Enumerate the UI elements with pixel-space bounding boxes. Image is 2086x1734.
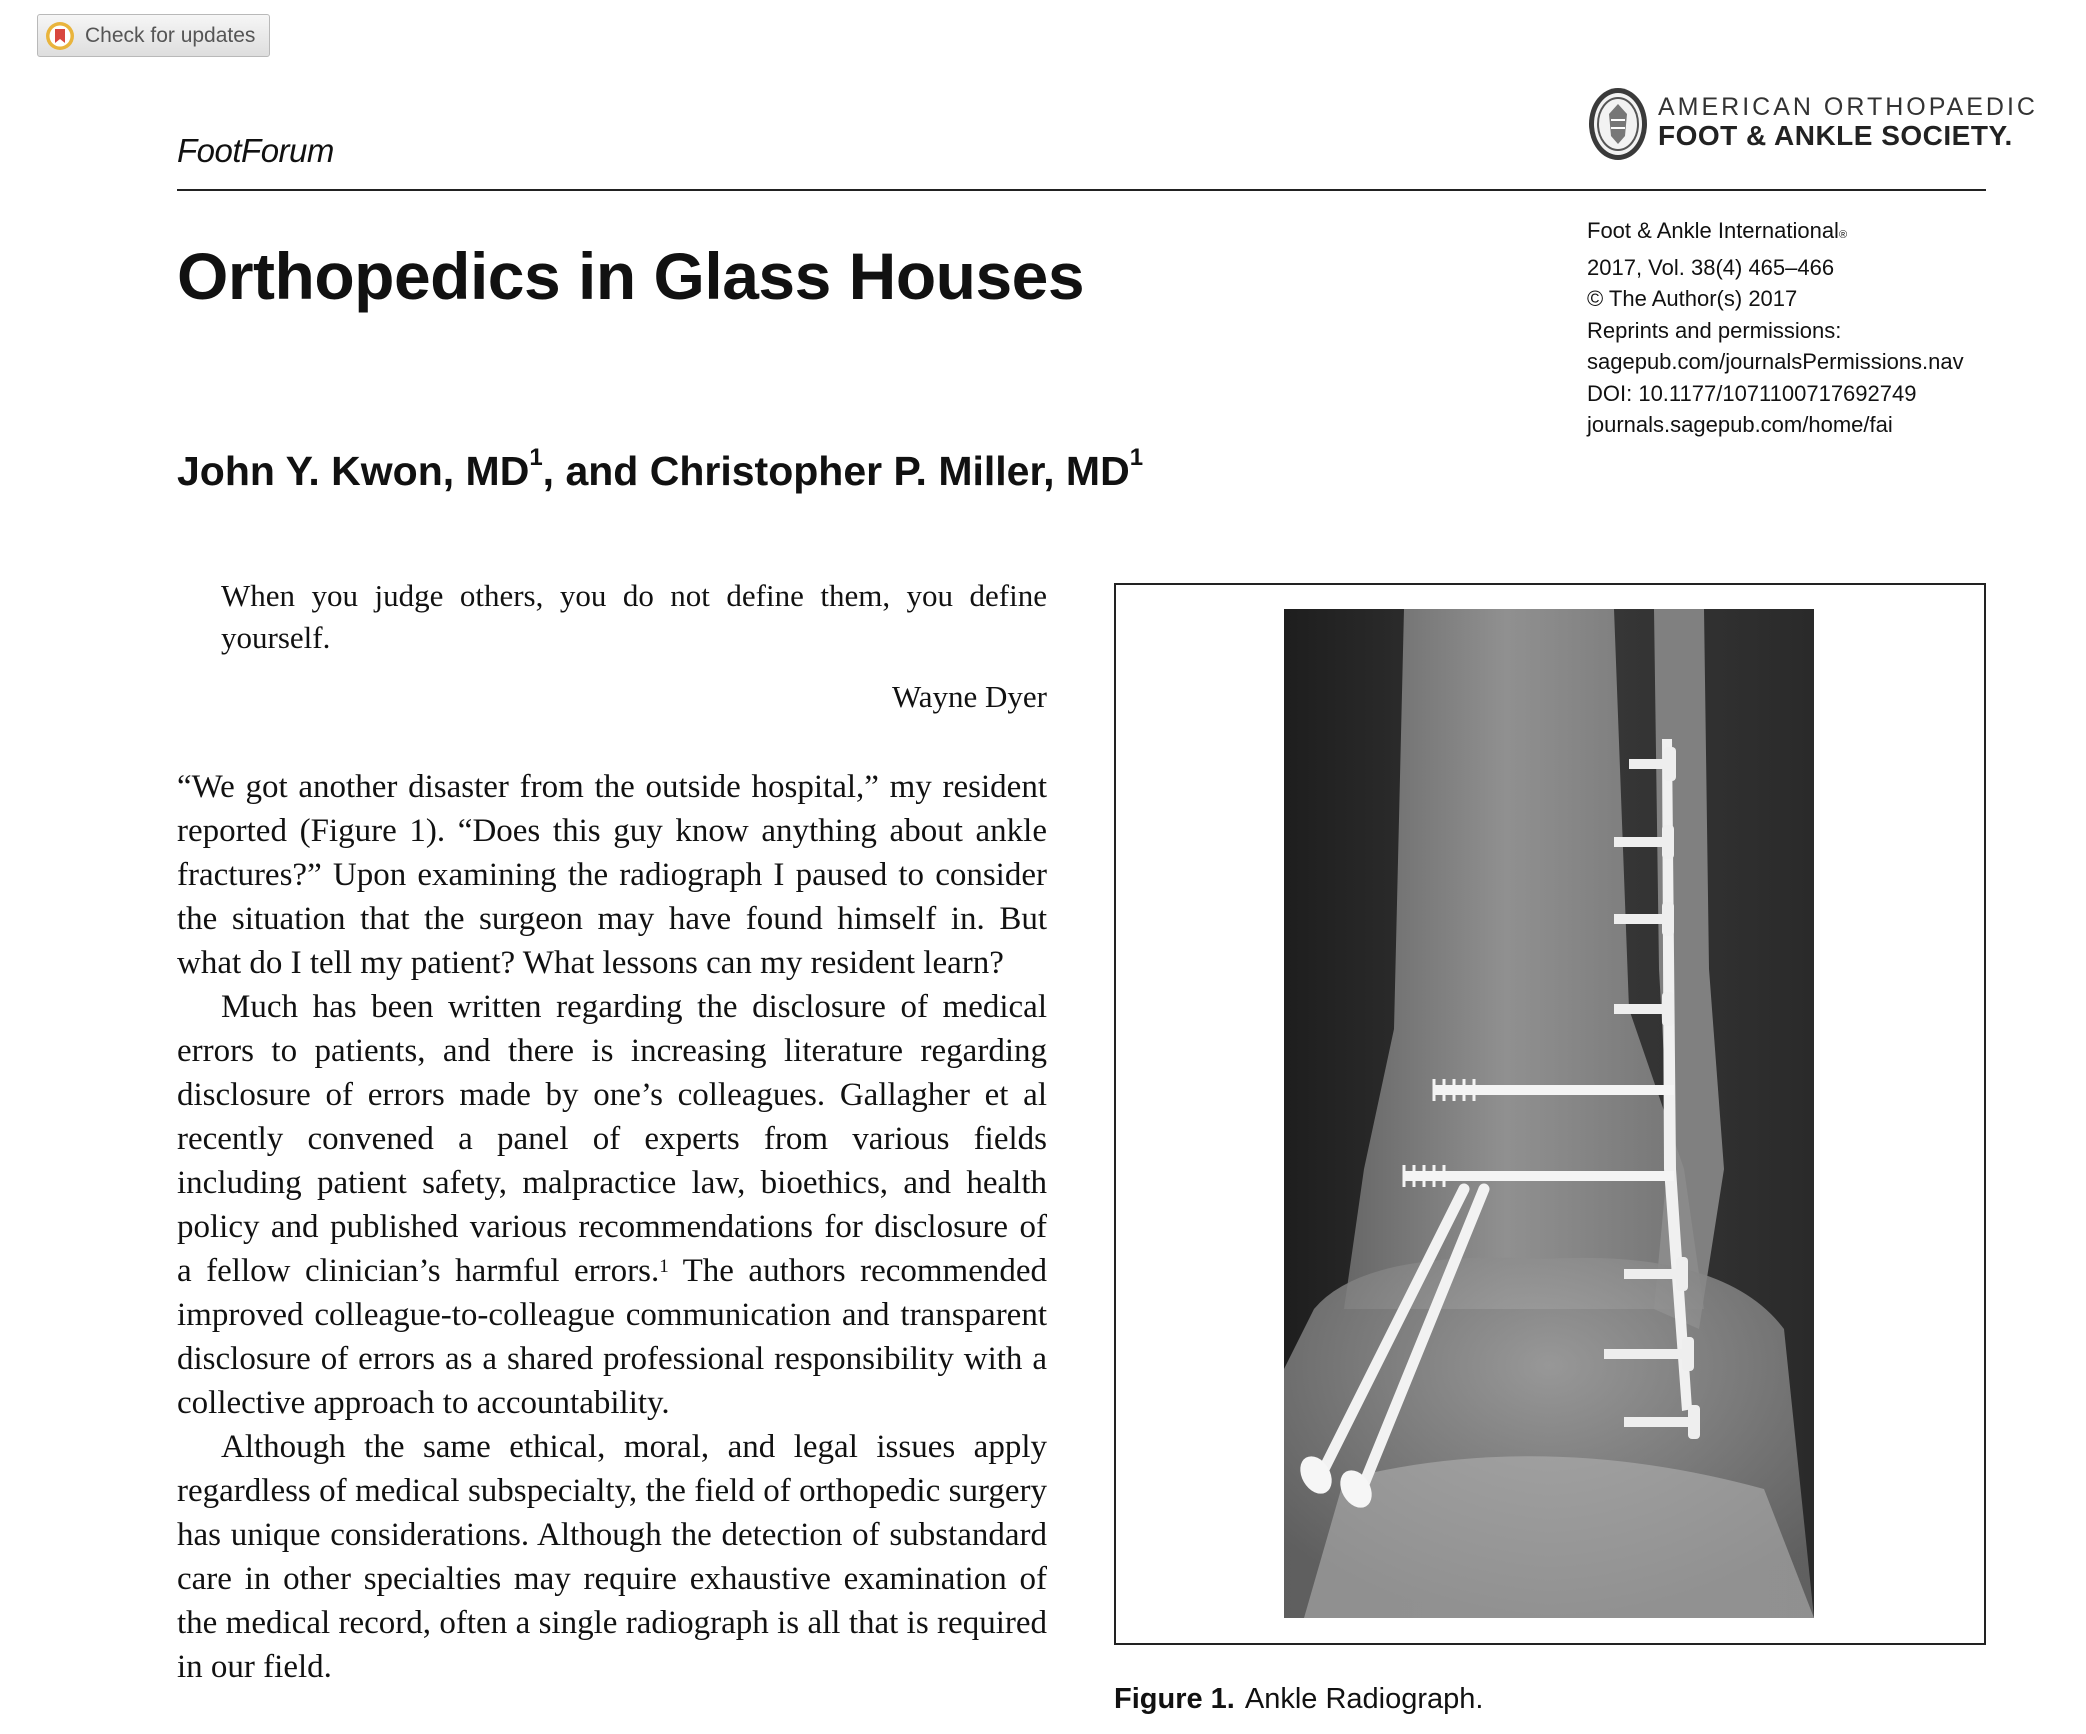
affiliation-marker: 1 (529, 444, 543, 471)
journal-name: Foot & Ankle International (1587, 218, 1839, 243)
epigraph-quote: When you judge others, you do not define them, you define yourself. (221, 578, 1047, 655)
body-paragraph (177, 985, 1047, 1425)
body-paragraph: Although the same ethical, moral, and legal issues apply regardless of medical subspecialty, the field of orthopedic surgery has unique considerations. Although the detection of substandard care in other specialties may require exhaustive examination of the medical record, often a single radiograph is all that is required in our field. (177, 1429, 1047, 1685)
society-name-line2: FOOT & ANKLE SOCIETY. (1658, 120, 2013, 151)
affiliation-marker: 1 (1129, 444, 1144, 471)
journal-name-line (1587, 215, 1964, 252)
author-line (177, 444, 1144, 495)
check-for-updates-label: Check for updates (85, 23, 256, 47)
body-paragraph: “We got another disaster from the outside hospital,” my resident reported (Figure 1). “Does this guy know anything about ankle fractures?” Upon examining the radiograph I paused to consider the situation that the surgeon may have found himself in. But what do I tell my patient? What lessons can my resident learn? (177, 769, 1047, 981)
author-name: John Y. Kwon, MD (177, 448, 530, 494)
author-separator: , and (542, 448, 650, 494)
ankle-radiograph-image (1284, 609, 1814, 1618)
journal-info (1587, 215, 1964, 441)
check-for-updates-button[interactable] (37, 14, 270, 57)
figure-label: Figure 1. (1114, 1683, 1235, 1715)
society-name-line1: AMERICAN ORTHOPAEDIC (1658, 93, 2038, 121)
body-text-run: Much has been written regarding the disclosure of medical errors to patients, and there is increasing literature regarding disclosure of errors made by one’s colleagues. Gallagher et al recently convened a panel of experts from various fields including patient safety, malpractice law, bioethics, and health policy and published various recommendations for disclosure of a fellow clinician’s harmful errors. (177, 989, 1047, 1289)
society-seal-logo (1587, 86, 1649, 162)
article-body (177, 765, 1047, 1689)
figure-caption-text: Ankle Radiograph. (1244, 1683, 1484, 1715)
journal-homepage-link[interactable]: journals.sagepub.com/home/fai (1587, 412, 1893, 437)
author-name: Christopher P. Miller, MD (649, 448, 1130, 494)
section-label: FootForum (177, 132, 334, 169)
epigraph-author: Wayne Dyer (891, 679, 1047, 714)
journal-doi[interactable]: DOI: 10.1177/1071100717692749 (1587, 380, 1917, 406)
crossmark-icon (45, 21, 75, 51)
figure-caption (1114, 1683, 1483, 1716)
journal-reprints: Reprints and permissions: (1587, 317, 1842, 343)
citation-reference[interactable]: 1 (659, 1256, 669, 1277)
permissions-link[interactable]: sagepub.com/journalsPermissions.nav (1587, 349, 1964, 374)
body-text-run: The authors recommended improved colleague-to-colleague communication and transparent disclosure of errors as a shared professional responsibility with a collective approach to accountability. (177, 1253, 1047, 1421)
registered-mark: ® (1838, 229, 1848, 241)
journal-copyright: © The Author(s) 2017 (1587, 286, 1798, 311)
article-title: Orthopedics in Glass Houses (177, 239, 1085, 313)
header-rule (177, 189, 1986, 191)
journal-volume: 2017, Vol. 38(4) 465–466 (1587, 254, 1835, 280)
